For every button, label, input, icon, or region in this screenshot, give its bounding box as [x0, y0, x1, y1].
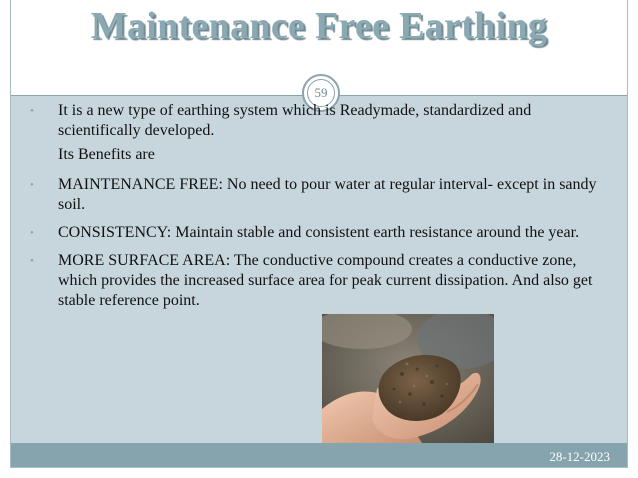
- plain-line: Its Benefits are: [58, 146, 155, 163]
- page-number-badge: 59: [302, 74, 340, 112]
- bullet-text: MAINTENANCE FREE: No need to pour water at regular interval- except in sandy soil.: [58, 176, 597, 213]
- slide-date: 28-12-2023: [549, 449, 610, 464]
- bullet-dot-icon: •: [30, 227, 34, 239]
- bullet-item: [22, 251, 612, 311]
- slide-body: [22, 101, 612, 319]
- slide-title: Maintenance Free Earthing: [90, 5, 548, 47]
- bullet-dot-icon: •: [30, 179, 34, 191]
- bullet-item: [22, 101, 612, 141]
- bullet-text: MORE SURFACE AREA: The conductive compound creates a conductive zone, which provides the increased surface area for peak current dissipation. And also get stable reference point.: [58, 252, 593, 309]
- bullet-text: CONSISTENCY: Maintain stable and consistent earth resistance around the year.: [58, 224, 580, 241]
- bullet-text: It is a new type of earthing system which is Readymade, standardized and scientifically developed.: [58, 102, 532, 139]
- bullet-dot-icon: •: [30, 105, 34, 117]
- bullet-item: [22, 175, 612, 215]
- soil-photo-graphic: [322, 314, 494, 443]
- bullet-item: [22, 223, 612, 243]
- bullet-dot-icon: •: [30, 255, 34, 267]
- soil-in-hand-photo: [322, 314, 494, 443]
